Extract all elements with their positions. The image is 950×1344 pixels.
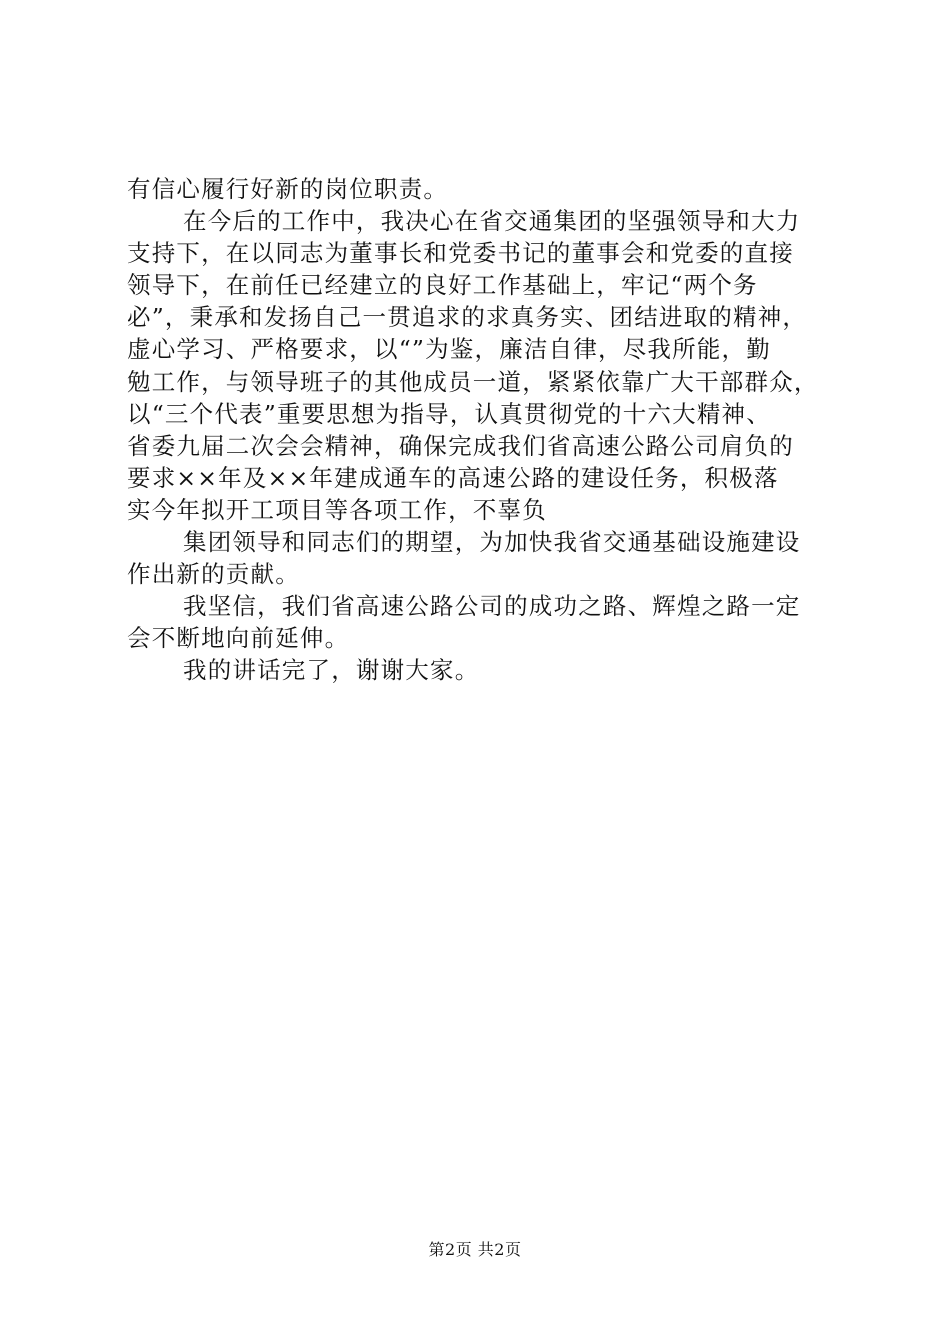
- text-line-9: 省委九届二次会会精神，确保完成我们省高速公路公司肩负的: [127, 431, 794, 460]
- text-line-16: 我的讲话完了，谢谢大家。: [183, 656, 480, 685]
- text-line-1: 有信心履行好新的岗位职责。: [127, 175, 449, 203]
- text-line-5: 必”，秉承和发扬自己一贯追求的求真务实、团结进取的精神，: [127, 303, 808, 332]
- page-footer: [0, 1240, 950, 1260]
- text-line-4: 领导下，在前任已经建立的良好工作基础上，牢记“两个务: [127, 271, 758, 300]
- text-line-2: 在今后的工作中，我决心在省交通集团的坚强领导和大力: [183, 207, 801, 236]
- text-line-7: 勉工作，与领导班子的其他成员一道，紧紧依靠广大干部群众，: [127, 367, 819, 396]
- text-line-10: 要求××年及××年建成通车的高速公路的建设任务，积极落: [127, 463, 779, 492]
- body-text: [127, 173, 832, 687]
- text-line-15: 会不断地向前延伸。: [127, 624, 350, 653]
- page-number-label: 第2页 共2页: [428, 1240, 522, 1259]
- text-line-12: 集团领导和同志们的期望，为加快我省交通基础设施建设: [183, 528, 801, 557]
- text-line-14: 我坚信，我们省高速公路公司的成功之路、辉煌之路一定: [183, 592, 801, 621]
- text-line-13: 作出新的贡献。: [127, 560, 300, 589]
- text-line-8: 以“三个代表”重要思想为指导，认真贯彻党的十六大精神、: [127, 399, 771, 428]
- text-line-3: 支持下，在以同志为董事长和党委书记的董事会和党委的直接: [127, 239, 794, 268]
- text-line-11: 实今年拟开工项目等各项工作，不辜负: [127, 495, 547, 524]
- text-line-6: 虚心学习、严格要求，以“”为鉴，廉洁自律，尽我所能，勤: [127, 335, 771, 364]
